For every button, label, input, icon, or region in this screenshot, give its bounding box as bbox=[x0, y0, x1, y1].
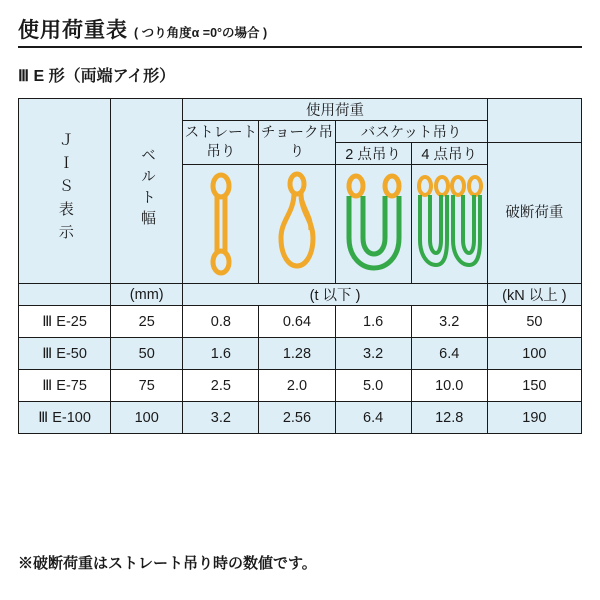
header-break-load: 破断荷重 bbox=[487, 143, 581, 284]
cell-width: 25 bbox=[111, 306, 183, 338]
cell-break: 100 bbox=[487, 338, 581, 370]
cell-basket2: 6.4 bbox=[335, 402, 411, 434]
header-basket-sling: バスケット吊り bbox=[335, 121, 487, 143]
cell-choke: 1.28 bbox=[259, 338, 335, 370]
units-belt-width: (mm) bbox=[111, 284, 183, 306]
cell-break: 150 bbox=[487, 370, 581, 402]
header-break-load-spacer bbox=[487, 99, 581, 143]
table-header-row-1 bbox=[19, 99, 582, 121]
sling-type-label: Ⅲ E 形（両端アイ形） bbox=[18, 68, 176, 85]
straight-sling-icon bbox=[185, 168, 257, 280]
cell-choke: 2.56 bbox=[259, 402, 335, 434]
cell-straight: 1.6 bbox=[183, 338, 259, 370]
cell-choke: 0.64 bbox=[259, 306, 335, 338]
cell-jis: Ⅲ E-100 bbox=[19, 402, 111, 434]
header-choke-sling: チョーク吊り bbox=[259, 121, 335, 165]
units-load: (t 以下 ) bbox=[183, 284, 488, 306]
cell-straight: 3.2 bbox=[183, 402, 259, 434]
cell-straight: 2.5 bbox=[183, 370, 259, 402]
page-title: 使用荷重表 bbox=[18, 19, 128, 42]
header-belt-width-label: ベルト幅 bbox=[138, 147, 156, 231]
table-row bbox=[19, 306, 582, 338]
cell-jis: Ⅲ E-75 bbox=[19, 370, 111, 402]
load-table-wrapper bbox=[18, 98, 582, 434]
cell-basket4: 12.8 bbox=[411, 402, 487, 434]
header-straight-sling: ストレート吊り bbox=[183, 121, 259, 165]
cell-width: 50 bbox=[111, 338, 183, 370]
table-row bbox=[19, 402, 582, 434]
header-divider bbox=[18, 46, 582, 48]
cell-jis: Ⅲ E-50 bbox=[19, 338, 111, 370]
cell-basket4: 6.4 bbox=[411, 338, 487, 370]
header-jis-mark-label: ＪＩＳ表示 bbox=[56, 131, 74, 247]
page-header bbox=[18, 14, 267, 44]
cell-break: 50 bbox=[487, 306, 581, 338]
cell-basket2: 5.0 bbox=[335, 370, 411, 402]
cell-width: 75 bbox=[111, 370, 183, 402]
table-row bbox=[19, 370, 582, 402]
units-jis-blank bbox=[19, 284, 111, 306]
load-table bbox=[18, 98, 582, 434]
cell-choke: 2.0 bbox=[259, 370, 335, 402]
pictogram-choke-cell bbox=[259, 165, 335, 284]
choke-sling-icon bbox=[261, 168, 333, 280]
basket-2point-sling-icon bbox=[336, 168, 412, 280]
header-basket-2point: 2 点吊り bbox=[335, 143, 411, 165]
cell-jis: Ⅲ E-25 bbox=[19, 306, 111, 338]
cell-basket4: 10.0 bbox=[411, 370, 487, 402]
header-belt-width bbox=[111, 99, 183, 284]
units-row bbox=[19, 284, 582, 306]
footnote: ※破断荷重はストレート吊り時の数値です。 bbox=[18, 555, 317, 572]
pictogram-basket2-cell bbox=[335, 165, 411, 284]
basket-4point-sling-icon bbox=[412, 168, 488, 280]
page-title-note: ( つり角度α =0°の場合 ) bbox=[134, 26, 268, 40]
pictogram-basket4-cell bbox=[411, 165, 487, 284]
header-jis-mark bbox=[19, 99, 111, 284]
cell-basket4: 3.2 bbox=[411, 306, 487, 338]
cell-straight: 0.8 bbox=[183, 306, 259, 338]
header-basket-4point: 4 点吊り bbox=[411, 143, 487, 165]
table-row bbox=[19, 338, 582, 370]
units-break-load: (kN 以上 ) bbox=[487, 284, 581, 306]
pictogram-straight-cell bbox=[183, 165, 259, 284]
cell-break: 190 bbox=[487, 402, 581, 434]
cell-basket2: 1.6 bbox=[335, 306, 411, 338]
cell-basket2: 3.2 bbox=[335, 338, 411, 370]
cell-width: 100 bbox=[111, 402, 183, 434]
header-use-load: 使用荷重 bbox=[183, 99, 488, 121]
